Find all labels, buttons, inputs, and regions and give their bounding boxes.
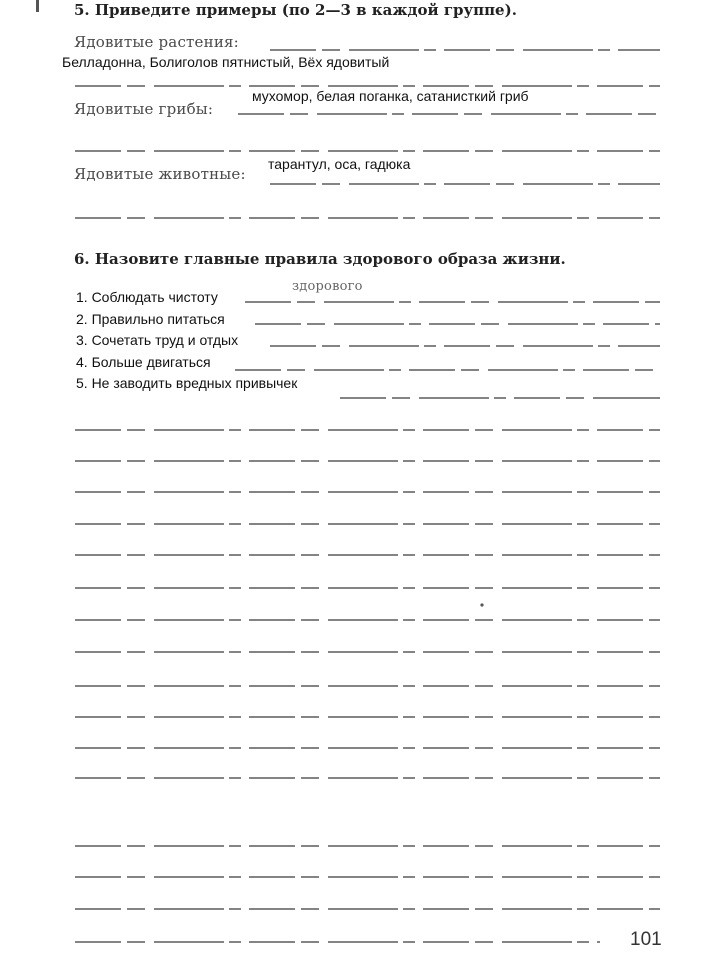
rule-item-4: 4. Больше двигаться [76, 354, 211, 370]
poisonous-plants-label: Ядовитые растения: [74, 33, 239, 51]
poisonous-mushrooms-answer: мухомор, белая поганка, сатанисткий гриб [252, 88, 529, 104]
rule-item-2: 2. Правильно питаться [76, 311, 225, 327]
poisonous-animals-answer: тарантул, оса, гадюка [268, 156, 411, 172]
rule-item-3: 3. Сочетать труд и отдых [76, 332, 239, 348]
task5-heading: 5. Приведите примеры (по 2—3 в каждой группе). [74, 1, 517, 19]
page-number: 101 [630, 929, 662, 950]
poisonous-animals-label: Ядовитые животные: [74, 165, 246, 183]
poisonous-mushrooms-label: Ядовитые грибы: [74, 100, 214, 118]
scan-speck [36, 0, 39, 12]
rule-item-1: 1. Соблюдать чистоту [76, 289, 218, 305]
rule-item-5: 5. Не заводить вредных привычек [76, 375, 298, 391]
poisonous-plants-answer: Белладонна, Болиголов пятнистый, Вёх ядовитый [62, 54, 390, 70]
task6-heading: 6. Назовите главные правила здорового образа жизни. [74, 250, 566, 268]
scan-speck [480, 603, 483, 606]
faded-printed-text: здорового [292, 279, 363, 294]
